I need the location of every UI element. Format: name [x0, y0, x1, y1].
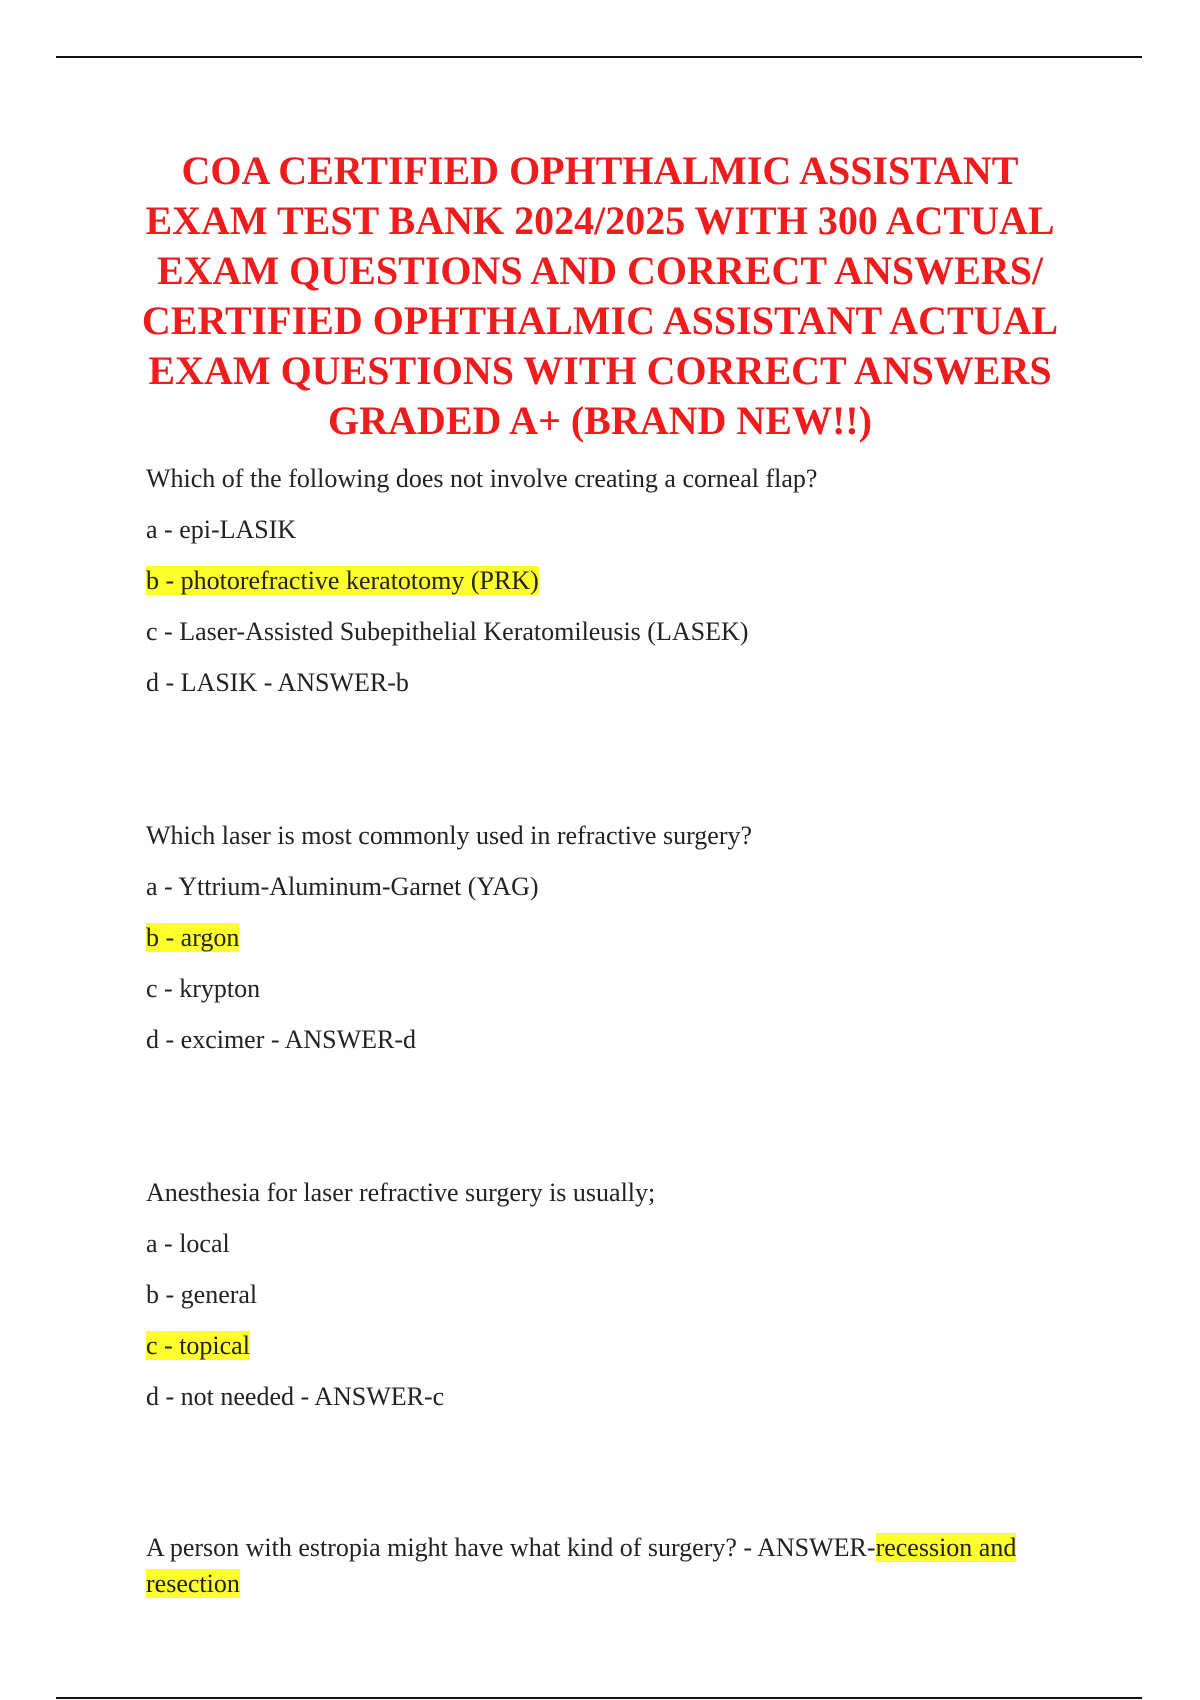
highlighted-option-text: c - topical: [146, 1331, 250, 1360]
bottom-rule: [56, 1697, 1142, 1699]
question-prompt-with-answer: [146, 1530, 1066, 1598]
answer-option: [146, 1020, 1066, 1071]
option-text: a - local: [146, 1229, 230, 1258]
answer-option-highlighted: [146, 918, 1066, 969]
answer-option: [146, 1377, 1066, 1428]
answer-option: [146, 612, 1066, 663]
answer-option-highlighted: [146, 1326, 1066, 1377]
question-4: [146, 1530, 1066, 1598]
option-text: d - not needed - ANSWER-c: [146, 1382, 445, 1411]
option-text: a - Yttrium-Aluminum-Garnet (YAG): [146, 872, 539, 901]
answer-option: [146, 969, 1066, 1020]
answer-option: [146, 867, 1066, 918]
answer-option: [146, 510, 1066, 561]
document-title: COA CERTIFIED OPHTHALMIC ASSISTANT EXAM TEST BANK 2024/2025 WITH 300 ACTUAL EXAM QUESTIONS AND CORRECT ANSWERS/ CERTIFIED OPHTHALMIC ASSISTANT ACTUAL EXAM QUESTIONS WITH CORRECT ANSWERS GRADED A+ (BRAND NEW!!): [141, 148, 1059, 443]
option-text: d - excimer - ANSWER-d: [146, 1025, 417, 1054]
highlighted-answer: recession and resection: [146, 1533, 1017, 1598]
answer-option-highlighted: [146, 561, 1066, 612]
option-text: c - Laser-Assisted Subepithelial Keratomileusis (LASEK): [146, 617, 749, 646]
question-prompt: Which of the following does not involve creating a corneal flap?: [146, 464, 818, 493]
highlighted-option-text: b - photorefractive keratotomy (PRK): [146, 566, 539, 595]
answer-option: [146, 663, 1066, 714]
top-rule: [56, 56, 1142, 58]
option-text: c - krypton: [146, 974, 261, 1003]
question-prompt: A person with estropia might have what kind of surgery? - ANSWER-: [146, 1533, 876, 1562]
option-text: d - LASIK - ANSWER-b: [146, 668, 409, 697]
answer-option: [146, 1275, 1066, 1326]
answer-option: [146, 1224, 1066, 1275]
question-3: [146, 1173, 1066, 1428]
question-2: [146, 816, 1066, 1071]
question-1: [146, 459, 1066, 714]
option-text: b - general: [146, 1280, 258, 1309]
question-prompt: Anesthesia for laser refractive surgery is usually;: [146, 1178, 656, 1207]
option-text: a - epi-LASIK: [146, 515, 297, 544]
highlighted-option-text: b - argon: [146, 923, 240, 952]
question-prompt: Which laser is most commonly used in refractive surgery?: [146, 821, 753, 850]
document-body: [146, 459, 1066, 1598]
